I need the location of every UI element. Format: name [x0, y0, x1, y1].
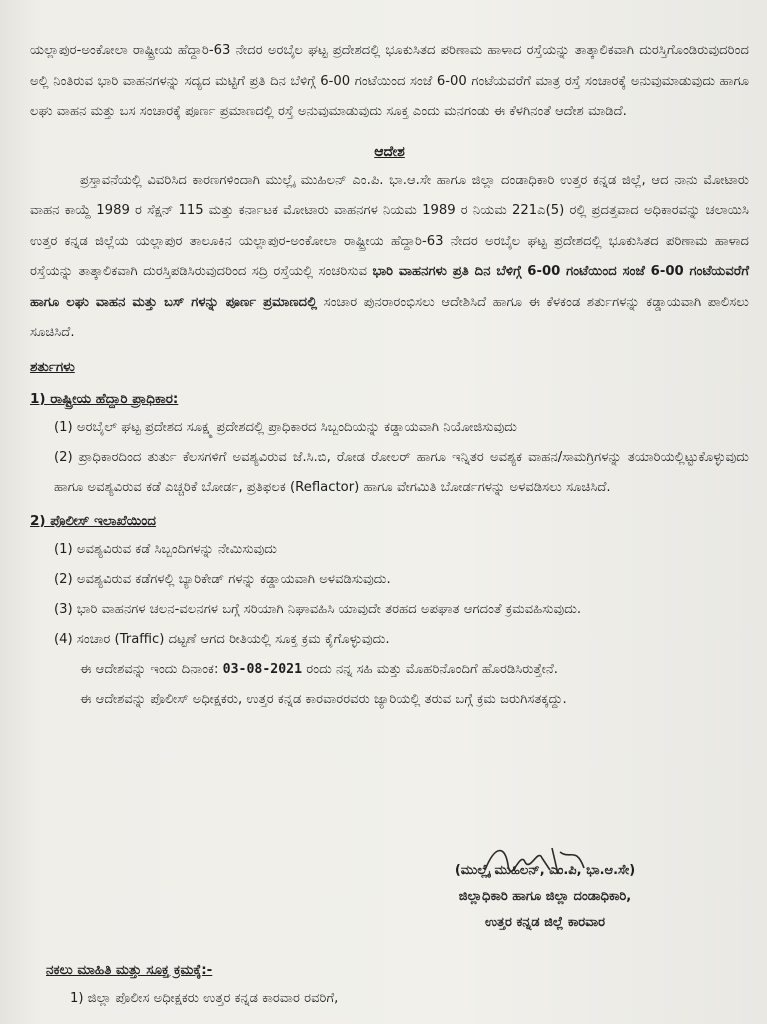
signature-scribble-icon: [480, 840, 590, 880]
closing-text-post: ರಂದು ನನ್ನ ಸಹಿ ಮತ್ತು ಮೊಹರಿನೊಂದಿಗೆ ಹೊರಡಿಸಿರುತ್ತೇನೆ.: [306, 661, 558, 677]
section-2-item: (1) ಅವಶ್ಯವಿರುವ ಕಡೆ ಸಿಬ್ಬಂದಿಗಳನ್ನು ನೇಮಿಸುವುದು: [54, 541, 277, 557]
signatory-designation: ಜಿಲ್ಲಾಧಿಕಾರಿ ಹಾಗೂ ಜಿಲ್ಲಾ ದಂಡಾಧಿಕಾರಿ,: [458, 889, 632, 904]
order-body-part-2: ಸಂಚಾರ ಪುನರಾರಂಭಿಸಲು ಆದೇಶಿಸಿದೆ ಹಾಗೂ ಈ ಕೆಳಕಂಡ ಶರ್ತುಗಳನ್ನು ಕಡ್ಡಾಯವಾಗಿ ಪಾಲಿಸಲು ಸೂಚಿಸಿದೆ.: [30, 294, 749, 340]
signature-block: [420, 858, 670, 936]
section-1-item: (1) ಅರಬೈಲ್ ಘಟ್ಟ ಪ್ರದೇಶದ ಸೂಕ್ಷ್ಮ ಪ್ರದೇಶದಲ್ಲಿ ಪ್ರಾಧಿಕಾರದ ಸಿಬ್ಬಂದಿಯನ್ನು ಕಡ್ಡಾಯವಾಗಿ ನಿಯೋಜಿಸುವುದು: [54, 419, 517, 435]
order-date: 03-08-2021: [222, 661, 303, 677]
section-2-item: (4) ಸಂಚಾರ (Traffic) ದಟ್ಟಣೆ ಆಗದ ರೀತಿಯಲ್ಲಿ ಸೂಕ್ತ ಕ್ರಮ ಕೈಗೊಳ್ಳುವುದು.: [54, 631, 390, 647]
section-1-heading: 1) ರಾಷ್ಟ್ರೀಯ ಹೆದ್ದಾರಿ ಪ್ರಾಧಿಕಾರ:: [30, 390, 179, 407]
order-body-part-1: ಪ್ರಸ್ತಾವನೆಯಲ್ಲಿ ವಿವರಿಸಿದ ಕಾರಣಗಳಿಂದಾಗಿ ಮುಲ್ಲೈ ಮುಹಿಲನ್ ಎಂ.ಪಿ. ಭಾ.ಆ.ಸೇ ಹಾಗೂ ಜಿಲ್ಲಾ ದಂಡಾಧಿಕಾರಿ ಉತ್ತರ ಕನ್ನಡ ಜಿಲ್ಲೆ, ಆದ ನಾನು ಮೋಟಾರು ವಾಹನ ಕಾಯ್ದೆ 1989 ರ ಸೆಕ್ಷನ್ 115 ಮತ್ತು ಕರ್ನಾಟಕ ಮೋಟಾರು ವಾಹನಗಳ ನಿಯಮ 1989 ರ ನಿಯಮ 221ಎ(5) ರಲ್ಲಿ ಪ್ರದತ್ತವಾದ ಅಧಿಕಾರವನ್ನು ಚಲಾಯಿಸಿ ಉತ್ತರ ಕನ್ನಡ ಜಿಲ್ಲೆಯ ಯಲ್ಲಾಪುರ ತಾಲೂಕಿನ ಯಲ್ಲಾಪುರ-ಅಂಕೋಲಾ ರಾಷ್ಟ್ರೀಯ ಹೆದ್ದಾರಿ-63 ನೇದರ ಅರಬೈಲ ಘಟ್ಟ ಪ್ರದೇಶದಲ್ಲಿ ಭೂಕುಸಿತದ ಪರಿಣಾಮ ಹಾಳಾದ ರಸ್ತೆಯನ್ನು ತಾತ್ಕಾಲಿಕವಾಗಿ ದುರಸ್ತಿಪಡಿಸಿರುವುದರಿಂದ ಸದ್ರಿ ರಸ್ತೆಯಲ್ಲಿ ಸಂಚರಿಸುವ: [30, 172, 749, 279]
closing-paragraph-2: ಈ ಆದೇಶವನ್ನು ಪೊಲೀಸ್ ಅಧೀಕ್ಷಕರು, ಉತ್ತರ ಕನ್ನಡ ಕಾರವಾರರವರು ಜ್ಯಾರಿಯಲ್ಲಿ ತರುವ ಬಗ್ಗೆ ಕ್ರಮ ಜರುಗಿಸತಕ್ಕದ್ದು.: [80, 692, 567, 707]
closing-paragraph-1: [30, 655, 749, 686]
copy-section: [46, 952, 749, 1014]
preamble-paragraph: ಯಲ್ಲಾಪುರ-ಅಂಕೋಲಾ ರಾಷ್ಟ್ರೀಯ ಹೆದ್ದಾರಿ-63 ನೇದರ ಅರಬೈಲ ಘಟ್ಟ ಪ್ರದೇಶದಲ್ಲಿ ಭೂಕುಸಿತದ ಪರಿಣಾಮ ಹಾಳಾದ ರಸ್ತೆಯನ್ನು ತಾತ್ಕಾಲಿಕವಾಗಿ ದುರಸ್ತಿಗೊಂಡಿರುವುದರಿಂದ ಅಲ್ಲಿ ನಿಂತಿರುವ ಭಾರಿ ವಾಹನಗಳನ್ನು ಸದ್ಯದ ಮಟ್ಟಿಗೆ ಪ್ರತಿ ದಿನ ಬೆಳಿಗ್ಗೆ 6-00 ಗಂಟೆಯಿಂದ ಸಂಜೆ 6-00 ಗಂಟೆಯವರೆಗೆ ಮಾತ್ರ ರಸ್ತೆ ಸಂಚಾರಕ್ಕೆ ಅನುವುಮಾಡುವುದು ಹಾಗೂ ಲಘು ವಾಹನ ಮತ್ತು ಬಸ ಸಂಚಾರಕ್ಕೆ ಪೂರ್ಣ ಪ್ರಮಾಣದಲ್ಲಿ ರಸ್ತೆ ಅನುವುಮಾಡುವುದು ಸೂಕ್ತ ಎಂದು ಮನಗಂಡು ಈ ಕೆಳಗಿನಂತೆ ಆದೇಶ ಮಾಡಿದೆ.: [30, 43, 749, 119]
signatory-name: (ಮುಲ್ಲೈ ಮುಹಿಲನ್, ಎಂ.ಪಿ, ಭಾ.ಆ.ಸೇ): [454, 863, 636, 878]
closing-text-pre: ಈ ಆದೇಶವನ್ನು ಇಂದು ದಿನಾಂಕ:: [80, 661, 219, 677]
copy-item: 1) ಜಿಲ್ಲಾ ಪೊಲೀಸ ಅಧೀಕ್ಷಕರು ಉತ್ತರ ಕನ್ನಡ ಕಾರವಾರ ರವರಿಗೆ,: [70, 991, 339, 1006]
order-body-bold: ಭಾರಿ ವಾಹನಗಳು ಪ್ರತಿ ದಿನ ಬೆಳಿಗ್ಗೆ 6-00 ಗಂಟೆಯಿಂದ ಸಂಜೆ 6-00 ಗಂಟೆಯವರೆಗೆ ಹಾಗೂ ಲಘು ವಾಹನ ಮತ್ತು ಬಸ್ ಗಳನ್ನು ಪೂರ್ಣ ಪ್ರಮಾಣದಲ್ಲಿ: [30, 264, 749, 310]
section-2-item: (2) ಅವಶ್ಯವಿರುವ ಕಡೆಗಳಲ್ಲಿ ಬ್ಯಾರಿಕೇಡ್ ಗಳನ್ನು ಕಡ್ಡಾಯವಾಗಿ ಅಳವಡಿಸುವುದು.: [54, 571, 391, 587]
order-title: ಆದೇಶ: [374, 143, 405, 160]
section-1-item: (2) ಪ್ರಾಧಿಕಾರದಿಂದ ತುರ್ತು ಕೆಲಸಗಳಿಗೆ ಅವಶ್ಯವಿರುವ ಜೆ.ಸಿ.ಬಿ, ರೋಡ ರೋಲರ್ ಹಾಗೂ ಇನ್ನಿತರ ಅವಶ್ಯಕ ವಾಹನ/ಸಾಮಗ್ರಿಗಳನ್ನು ತಯಾರಿಯಲ್ಲಿಟ್ಟುಕೊಳ್ಳುವುದು ಹಾಗೂ ಅವಶ್ಯವಿರುವ ಕಡೆ ಎಚ್ಚರಿಕೆ ಬೋರ್ಡ, ಪ್ರತಿಫಲಕ (Reflactor) ಹಾಗೂ ವೇಗಮಿತಿ ಬೋರ್ಡಗಳನ್ನು ಅಳವಡಿಸಲು ಸೂಚಿಸಿದೆ.: [54, 449, 749, 495]
copy-heading: ನಕಲು ಮಾಹಿತಿ ಮತ್ತು ಸೂಕ್ತ ಕ್ರಮಕ್ಕೆ:-: [46, 962, 213, 978]
signatory-office: ಉತ್ತರ ಕನ್ನಡ ಜಿಲ್ಲೆ ಕಾರವಾರ: [485, 915, 605, 930]
section-2-heading: 2) ಪೊಲೀಸ್ ಇಲಾಖೆಯಿಂದ: [30, 512, 156, 529]
order-paragraph: [30, 166, 749, 349]
conditions-heading: ಶರ್ತುಗಳು: [30, 358, 75, 375]
section-2-item: (3) ಭಾರಿ ವಾಹನಗಳ ಚಲನ-ವಲನಗಳ ಬಗ್ಗೆ ಸರಿಯಾಗಿ ನಿಘಾವಹಿಸಿ ಯಾವುದೇ ತರಹದ ಅಪಘಾತ ಆಗದಂತೆ ಕ್ರಮವಹಿಸುವುದು.: [54, 601, 582, 617]
